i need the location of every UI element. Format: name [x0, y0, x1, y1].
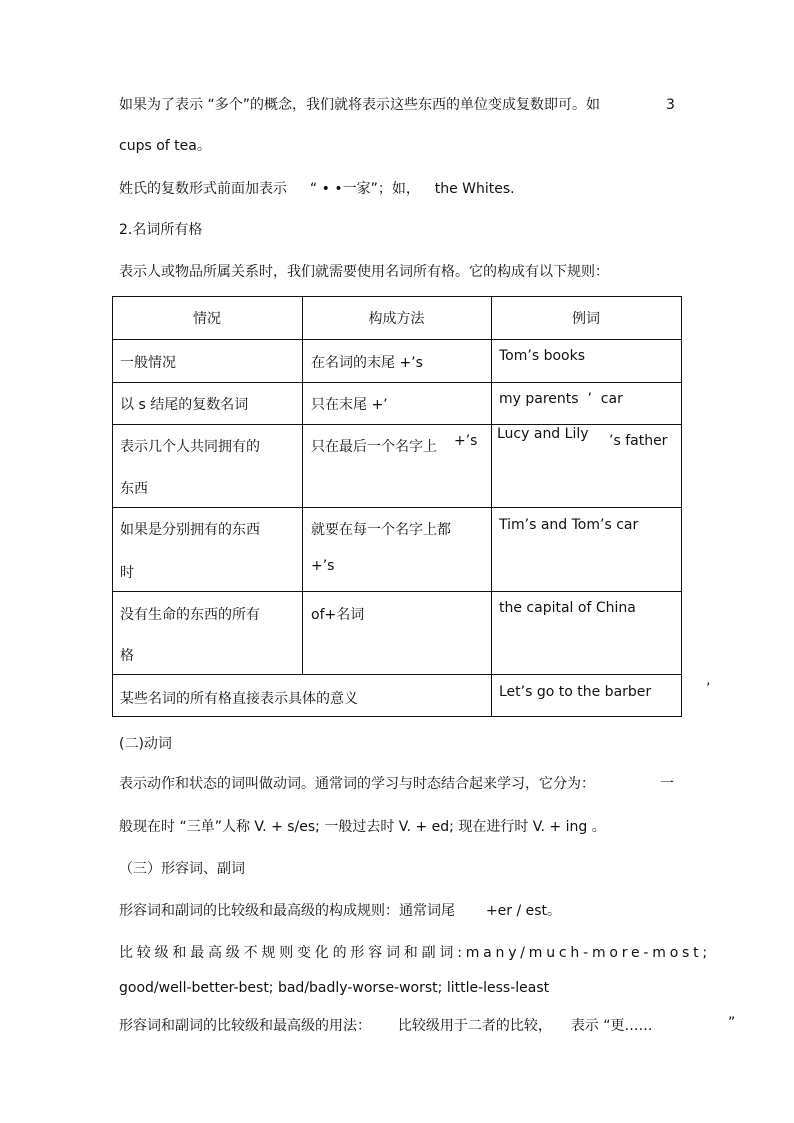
table-cell-situation-continued: 东西	[120, 481, 148, 497]
table-border-left	[112, 296, 113, 717]
paragraph-plural-units: 如果为了表示 “多个”的概念，我们就将表示这些东西的单位变成复数即可。如	[119, 97, 600, 113]
table-row-divider	[112, 591, 682, 592]
table-cell-situation: 如果是分别拥有的东西	[120, 522, 260, 538]
table-cell-situation: 一般情况	[120, 355, 176, 371]
table-cell-method: 就要在每一个名字上都	[311, 522, 451, 538]
paragraph-verbs-intro: 表示动作和状态的词叫做动词。通常词的学习与时态结合起来学习，它分为：	[119, 776, 595, 792]
paragraph-verbs-line-end: 一	[660, 776, 674, 792]
comparison-rules-text: 形容词和副词的比较级和最高级的构成规则：通常词尾	[119, 903, 455, 919]
table-cell-example: Tim’s and Tom’s car	[499, 517, 639, 533]
table-row-divider	[112, 424, 682, 425]
paragraph-irregular-examples: good/well-better-best; bad/badly-worse-worst; little-less-least	[119, 980, 550, 996]
table-cell-example-suffix: ’s father	[609, 433, 668, 449]
table-cell-example: the capital of China	[499, 600, 636, 616]
table-cell-situation-continued: 时	[120, 565, 134, 581]
table-border-bottom	[112, 716, 682, 717]
table-header-method: 构成方法	[368, 311, 425, 327]
comparison-usage-label: 形容词和副词的比较级和最高级的用法：	[119, 1018, 371, 1034]
table-cell-situation: 表示几个人共同拥有的	[120, 439, 260, 455]
table-cell-example: my parents ’ car	[499, 391, 623, 407]
comparison-suffix: +er / est。	[485, 903, 562, 919]
table-cell-situation: 以 s 结尾的复数名词	[120, 397, 249, 413]
comparison-usage-closing-quote: ”	[728, 1015, 736, 1031]
paragraph-comparison-usage	[119, 1017, 653, 1035]
table-cell-example: Lucy and Lily	[497, 426, 589, 442]
table-cell-method-continued: +’s	[311, 558, 335, 574]
paragraph-verb-tenses: 般现在时 “三单”人称 V. + s/es; 一般过去时 V. + ed; 现在进行时 V. + ing 。	[119, 819, 606, 835]
table-cell-method: 在名词的末尾 +’s	[311, 355, 423, 371]
paragraph-surname-plural	[119, 180, 515, 198]
heading-verbs: (二)动词	[119, 736, 172, 752]
surname-plural-family-quote: “ • •一家”；如，	[309, 181, 420, 197]
comparison-usage-text: 比较级用于二者的比较，	[397, 1018, 552, 1034]
table-cell-example: Tom’s books	[499, 348, 585, 364]
table-cell-situation: 没有生命的东西的所有	[120, 607, 260, 623]
table-row-divider	[112, 674, 682, 675]
table-header-situation: 情况	[193, 311, 221, 327]
paragraph-cups-of-tea: cups of tea。	[119, 138, 211, 154]
heading-noun-possessive: 2.名词所有格	[119, 222, 203, 238]
table-trailing-apostrophe: ’	[706, 681, 711, 697]
table-cell-method: 只在末尾 +’	[311, 397, 388, 413]
paragraph-irregular-comparison: 比较级和最高级不规则变化的形容词和副词:many/much-more-most;	[119, 945, 711, 961]
table-header-example: 例词	[572, 311, 600, 327]
table-row-divider	[112, 382, 682, 383]
paragraph-comparison-rules	[119, 902, 561, 920]
table-row-divider	[112, 339, 682, 340]
table-column-divider	[491, 296, 492, 717]
table-cell-situation-merged: 某些名词的所有格直接表示具体的意义	[120, 691, 358, 707]
paragraph-possessive-intro: 表示人或物品所属关系时，我们就需要使用名词所有格。它的构成有以下规则：	[119, 264, 609, 280]
surname-plural-example: the Whites.	[434, 181, 515, 197]
table-border-top	[112, 296, 682, 297]
table-cell-method: of+名词	[311, 607, 365, 623]
table-cell-method-suffix: +’s	[454, 433, 478, 449]
table-border-right	[681, 296, 682, 717]
table-column-divider	[302, 296, 303, 675]
comparison-usage-meaning: 表示 “更……	[570, 1018, 653, 1034]
heading-adjectives-adverbs: （三）形容词、副词	[119, 861, 245, 877]
surname-plural-text: 姓氏的复数形式前面加表示	[119, 181, 287, 197]
table-cell-method: 只在最后一个名字上	[311, 439, 437, 455]
table-row-divider	[112, 507, 682, 508]
paragraph-plural-number: 3	[666, 97, 675, 113]
table-cell-situation-continued: 格	[120, 648, 134, 664]
table-cell-example: Let’s go to the barber	[499, 684, 652, 700]
